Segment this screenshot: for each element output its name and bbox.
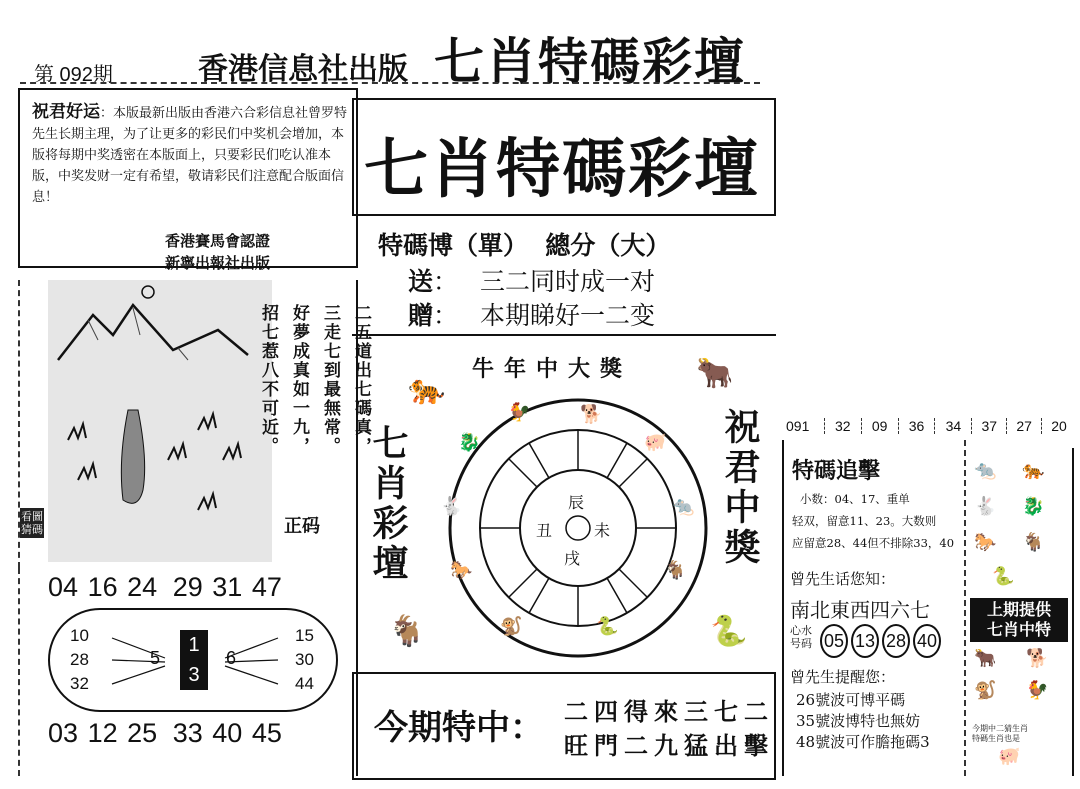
oval-number: 28 bbox=[70, 650, 89, 669]
number: 16 bbox=[87, 572, 118, 602]
tiger-icon: 🐅 bbox=[408, 372, 446, 407]
intro-text: ：本版最新出版由香港六合彩信息社曾罗特先生长期主理，为了让更多的彩民们中奖机会增加，本版将每期中奖透密在本版面上，只要彩民们吃认准本版，中奖发财一定有希望，敬请彩民们注意配合版面信息！ bbox=[32, 106, 348, 205]
directions-text: 南北東西四六七 bbox=[790, 598, 930, 622]
ox-icon: 🐂 bbox=[974, 648, 997, 669]
number: 47 bbox=[251, 572, 282, 602]
number: 31 bbox=[212, 572, 243, 602]
tips-list bbox=[796, 690, 930, 753]
cert-line-2: 新寧出報社出版 bbox=[165, 254, 271, 272]
publisher-name: 香港信息社出版 bbox=[198, 52, 408, 87]
oval-center-bottom: 3 bbox=[188, 664, 200, 686]
tracker-panel bbox=[782, 440, 966, 776]
tip2-heading: 曾先生提醒您： bbox=[790, 668, 896, 686]
snake-large-icon: 🐍 bbox=[710, 614, 748, 649]
bottom-line-2: 旺門二九猛出擊 bbox=[564, 731, 774, 760]
goat-icon: 🐐 bbox=[664, 560, 687, 581]
oval-number: 44 bbox=[295, 674, 314, 693]
rooster-icon: 🐓 bbox=[1026, 680, 1049, 701]
send-line: 送： 三二同时成一对 bbox=[408, 267, 655, 296]
history-item: 091 bbox=[786, 418, 825, 434]
issue-number: 第 092期 bbox=[34, 64, 113, 86]
gift-line: 贈： 本期睇好一二变 bbox=[408, 301, 655, 330]
send-label: 送 bbox=[408, 267, 434, 296]
side-label: 看圖猜碼 bbox=[21, 510, 43, 536]
snake-icon: 🐍 bbox=[992, 566, 1015, 587]
tip-line: 35號波博特也無妨 bbox=[796, 712, 921, 730]
number: 24 bbox=[127, 572, 158, 602]
right-vertical-title: 祝君中獎 bbox=[719, 408, 761, 568]
poem-tag: 正码 bbox=[284, 516, 320, 537]
pig-icon: 🐖 bbox=[998, 746, 1021, 767]
tracker-line: 小数：04、17、重单 bbox=[800, 492, 910, 506]
tracker-lines bbox=[792, 488, 962, 554]
dragon-icon: 🐉 bbox=[458, 432, 481, 453]
landscape-illustration bbox=[48, 280, 272, 562]
horse-icon: 🐎 bbox=[450, 560, 473, 581]
landscape-picture bbox=[48, 280, 272, 562]
tip1-heading: 曾先生话您知： bbox=[790, 570, 896, 588]
history-item: 32 bbox=[825, 418, 862, 434]
wheel-title: 牛年中大獎 bbox=[472, 356, 633, 382]
poem-line: 好夢成真如一九， bbox=[289, 304, 309, 456]
bottom-label: 今期特中： bbox=[374, 708, 544, 748]
goat-icon: 🐐 bbox=[1022, 532, 1045, 553]
left-vertical-title: 七肖彩壇 bbox=[367, 424, 409, 584]
history-item: 37 bbox=[972, 418, 1007, 434]
tracker-title: 特碼追擊 bbox=[792, 458, 881, 484]
center-divider bbox=[352, 334, 776, 336]
center-title: 七肖特碼彩壇 bbox=[364, 132, 760, 207]
tema-line: 特碼博（單） 總分（大） bbox=[378, 231, 671, 260]
number: 29 bbox=[172, 572, 203, 602]
heart-number-ball: 40 bbox=[913, 624, 941, 658]
wheel-center-top: 辰 bbox=[568, 493, 585, 512]
heart-number-ball: 28 bbox=[882, 624, 910, 658]
rooster-icon: 🐓 bbox=[508, 402, 531, 423]
horse-icon: 🐎 bbox=[974, 532, 997, 553]
monkey-icon: 🐒 bbox=[974, 680, 997, 701]
history-item: 09 bbox=[862, 418, 899, 434]
center-title-box bbox=[352, 98, 776, 216]
rabbit-icon: 🐇 bbox=[440, 496, 463, 517]
goat-large-icon: 🐐 bbox=[388, 614, 426, 649]
poem-line: 招七惹八不可近。 bbox=[258, 304, 278, 456]
number: 45 bbox=[251, 718, 282, 748]
history-item: 34 bbox=[935, 418, 972, 434]
poem bbox=[256, 304, 374, 524]
wheel-center-right: 未 bbox=[594, 521, 611, 540]
small-note-line-2: 特碼生肖也是 bbox=[972, 734, 1020, 743]
oval-number: 15 bbox=[295, 626, 314, 645]
number: 04 bbox=[48, 572, 79, 602]
history-item: 27 bbox=[1007, 418, 1042, 434]
oval-center-block bbox=[180, 630, 208, 690]
heart-number-label bbox=[790, 624, 812, 650]
number: 33 bbox=[172, 718, 203, 748]
number-oval bbox=[48, 608, 338, 712]
tiger-icon: 🐅 bbox=[1022, 460, 1045, 481]
intro-text-block bbox=[32, 102, 352, 208]
oval-left-numbers bbox=[70, 624, 89, 696]
oval-right-numbers bbox=[295, 624, 314, 696]
dog-icon: 🐕 bbox=[1026, 648, 1049, 669]
dog-icon: 🐕 bbox=[580, 404, 603, 425]
tip-line: 48號波可作膽拖碼3 bbox=[796, 733, 930, 751]
last-issue-banner bbox=[970, 598, 1068, 642]
poem-line: 二五道出七碼真， bbox=[351, 304, 371, 456]
tip-line: 26號波可博平碼 bbox=[796, 691, 906, 709]
oval-left-inner: 5 bbox=[150, 648, 161, 668]
gift-text: 本期睇好一二变 bbox=[479, 301, 655, 330]
monkey-icon: 🐒 bbox=[500, 616, 523, 637]
wheel-center-bottom: 戌 bbox=[564, 549, 581, 568]
header-divider bbox=[20, 82, 760, 84]
heart-number-ball: 05 bbox=[820, 624, 848, 658]
far-right-column bbox=[968, 448, 1074, 776]
intro-box bbox=[18, 88, 358, 272]
number: 40 bbox=[212, 718, 243, 748]
cert-line-1: 香港賽馬會認證 bbox=[165, 232, 271, 250]
numbers-top-row bbox=[48, 572, 282, 603]
tracker-line: 轻双，留意11、23。大数则 bbox=[792, 514, 937, 528]
numbers-panel bbox=[18, 568, 358, 776]
gift-label: 贈 bbox=[408, 301, 434, 330]
wheel-center-left: 丑 bbox=[536, 521, 553, 540]
oval-number: 30 bbox=[295, 650, 314, 669]
dragon-icon: 🐉 bbox=[1022, 496, 1045, 517]
snake-small-icon: 🐍 bbox=[596, 616, 619, 637]
oval-number: 10 bbox=[70, 626, 89, 645]
small-note-line-1: 今期中二猜生肖 bbox=[972, 724, 1028, 733]
number: 03 bbox=[48, 718, 79, 748]
oval-right-inner: 6 bbox=[226, 648, 237, 668]
heart-numbers bbox=[820, 624, 944, 658]
last-issue-line-2: 七肖中特 bbox=[986, 620, 1051, 639]
bottom-line-1: 二四得來三七二 bbox=[564, 697, 774, 726]
zodiac-wheel bbox=[436, 386, 720, 670]
poem-line: 三走七到最無常。 bbox=[320, 304, 340, 456]
bottom-center-box bbox=[352, 672, 776, 780]
number: 12 bbox=[87, 718, 118, 748]
intro-heading: 祝君好运 bbox=[32, 102, 100, 122]
history-row bbox=[786, 418, 1076, 434]
numbers-bottom-row bbox=[48, 718, 282, 749]
pig-icon: 🐖 bbox=[644, 432, 667, 453]
heart-number-ball: 13 bbox=[851, 624, 879, 658]
rabbit-icon: 🐇 bbox=[974, 496, 997, 517]
history-item: 20 bbox=[1051, 418, 1067, 434]
last-issue-line-1: 上期提供 bbox=[986, 600, 1051, 619]
history-item: 36 bbox=[899, 418, 936, 434]
rat-icon: 🐀 bbox=[974, 460, 997, 481]
send-text: 三二同时成一对 bbox=[479, 267, 655, 296]
oval-number: 32 bbox=[70, 674, 89, 693]
oval-center-top: 1 bbox=[188, 634, 200, 656]
header-title: 七肖特碼彩壇 bbox=[434, 32, 746, 91]
tracker-line: 应留意28、44但不排除33，40 bbox=[792, 536, 955, 550]
heart-label-1: 心水 bbox=[790, 624, 812, 637]
heart-label-2: 号码 bbox=[790, 637, 812, 650]
picture-panel bbox=[18, 280, 371, 568]
ox-icon: 🐂 bbox=[696, 356, 734, 391]
small-note bbox=[972, 724, 1072, 744]
rat-icon: 🐀 bbox=[672, 496, 695, 517]
number: 25 bbox=[127, 718, 158, 748]
